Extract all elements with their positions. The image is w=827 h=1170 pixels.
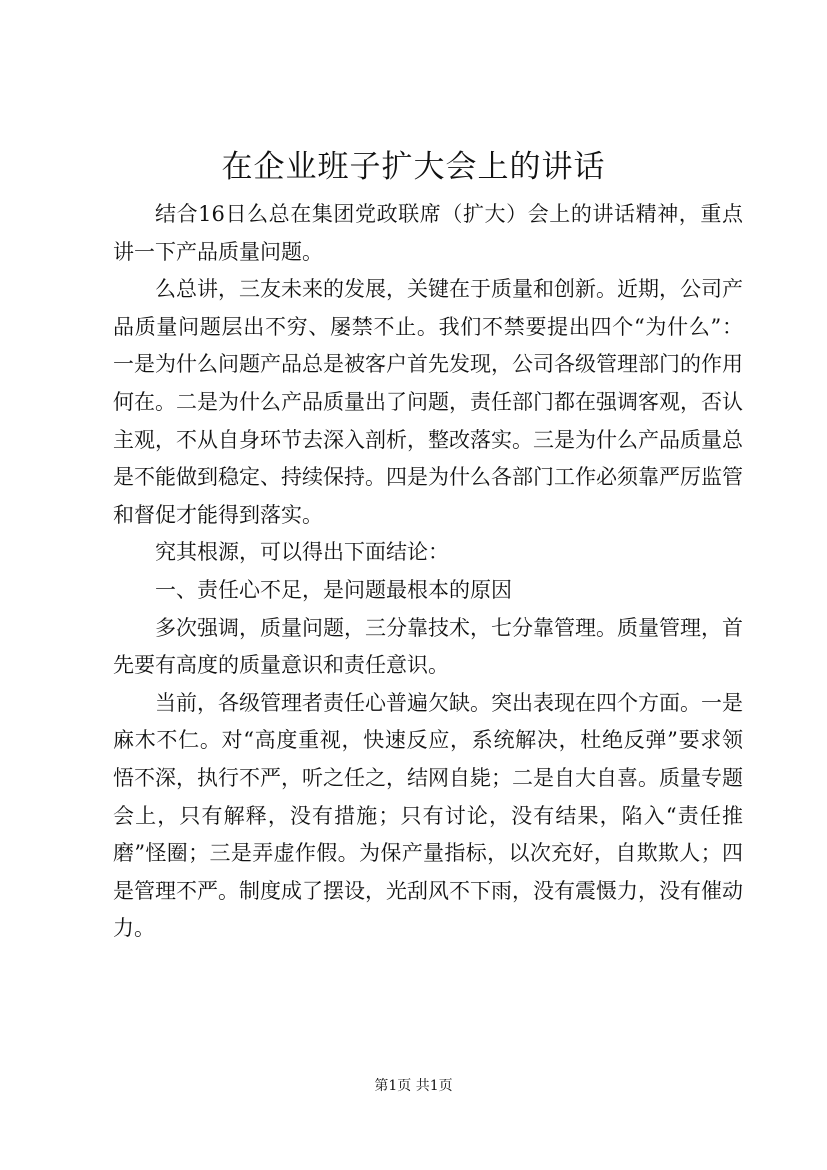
page-footer: 第1页 共1页 bbox=[374, 1078, 453, 1094]
section-heading-1: 一、责任心不足，是问题最根本的原因 bbox=[155, 577, 512, 602]
paragraph-1: 结合16日么总在集团党政联席（扩大）会上的讲话精神，重点讲一下产品质量问题。 bbox=[113, 202, 743, 264]
paragraph-2: 么总讲，三友未来的发展，关键在于质量和创新。近期，公司产品质量问题层出不穷、屡禁不止。我们不禁要提出四个“为什么”：一是为什么问题产品总是被客户首先发现，公司各级管理部门的作用何在。二是为什么产品质量出了问题，责任部门都在强调客观，否认主观，不从自身环节去深入剖析，整改落实。三是为什么产品质量总是不能做到稳定、持续保持。四是为什么各部门工作必须靠严厉监管和督促才能得到落实。 bbox=[113, 277, 743, 527]
paragraph-5: 当前，各级管理者责任心普遍欠缺。突出表现在四个方面。一是麻木不仁。对“高度重视，快速反应，系统解决，杜绝反弹”要求领悟不深，执行不严，听之任之，结网自毙；二是自大自喜。质量专题会上，只有解释，没有措施；只有讨论，没有结果，陷入“责任推磨”怪圈；三是弄虚作假。为保产量指标，以次充好，自欺欺人；四是管理不严。制度成了摆设，光刮风不下雨，没有震慑力，没有催动力。 bbox=[113, 690, 743, 941]
paragraph-3: 究其根源，可以得出下面结论： bbox=[155, 540, 449, 565]
document-body bbox=[113, 196, 743, 948]
document-title: 在企业班子扩大会上的讲话 bbox=[221, 149, 606, 185]
paragraph-4: 多次强调，质量问题，三分靠技术，七分靠管理。质量管理，首先要有高度的质量意识和责任意识。 bbox=[113, 615, 743, 678]
